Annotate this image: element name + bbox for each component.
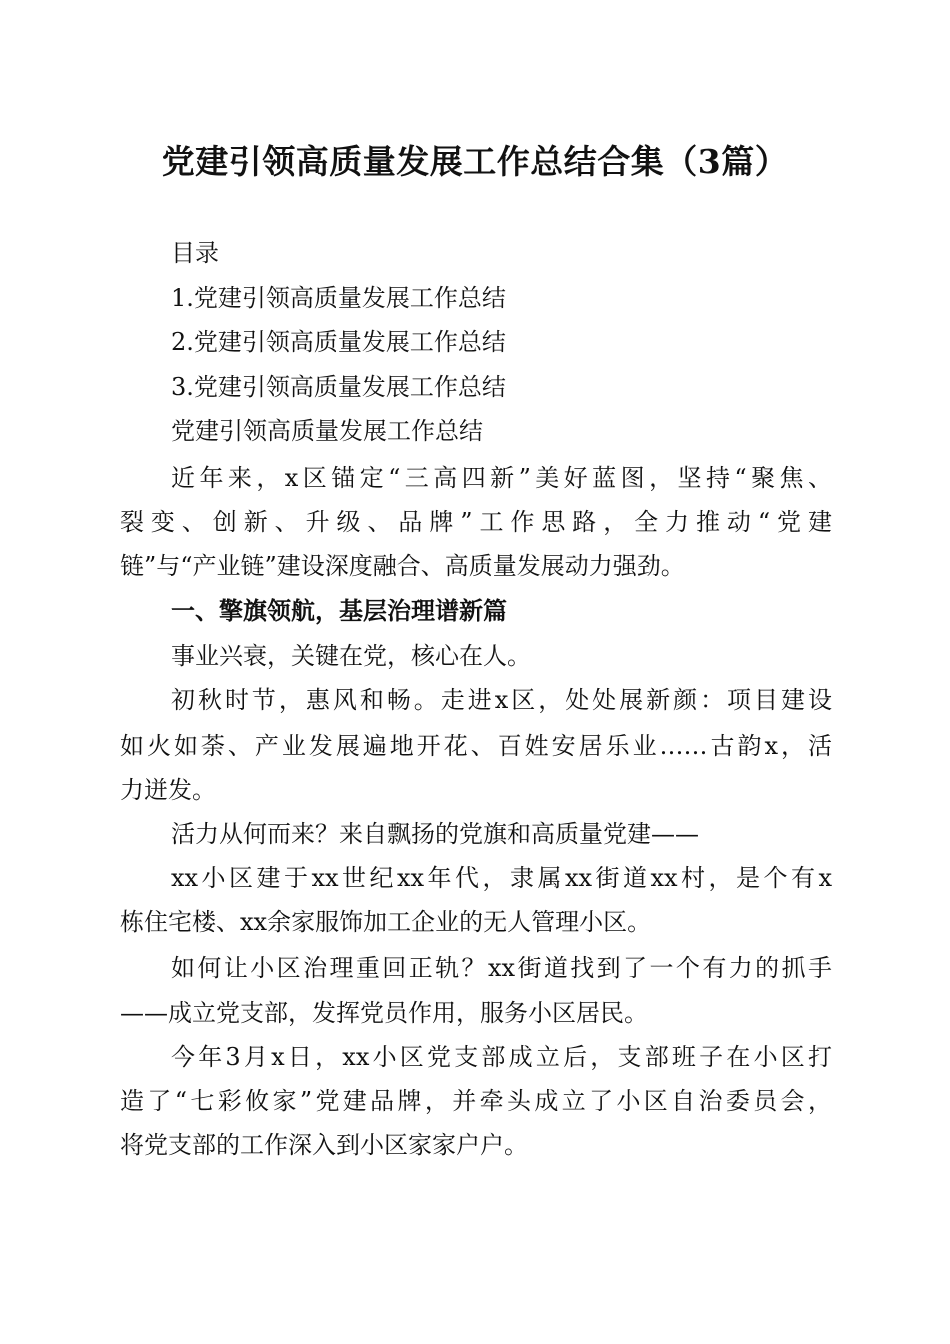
paragraph-6-line-3: 将党支部的工作深入到小区家家户户。: [120, 1131, 528, 1159]
paragraph-4-line-1: xx小区建于xx世纪xx年代，隶属xx街道xx村，是个有x: [171, 864, 832, 892]
paragraph-2-line-3: 力迸发。: [120, 776, 216, 804]
intro-line-3: 链”与“产业链”建设深度融合、高质量发展动力强劲。: [120, 552, 685, 580]
paragraph-2-line-1: 初秋时节，惠风和畅。走进x区，处处展新颜：项目建设: [171, 686, 832, 714]
document-title: 党建引领高质量发展工作总结合集（3篇）: [161, 142, 789, 181]
toc-item-3: 3.党建引领高质量发展工作总结: [171, 373, 506, 401]
toc-item-2: 2.党建引领高质量发展工作总结: [171, 328, 506, 356]
paragraph-5-line-2: ——成立党支部，发挥党员作用，服务小区居民。: [120, 999, 648, 1027]
article-title: 党建引领高质量发展工作总结: [171, 417, 483, 445]
paragraph-5-line-1: 如何让小区治理重回正轨？xx街道找到了一个有力的抓手: [171, 954, 832, 982]
paragraph-3: 活力从何而来？来自飘扬的党旗和高质量党建——: [171, 820, 699, 848]
paragraph-1: 事业兴衰，关键在党，核心在人。: [171, 642, 531, 670]
paragraph-6-line-1: 今年3月x日，xx小区党支部成立后，支部班子在小区打: [171, 1043, 832, 1071]
paragraph-6-line-2: 造了“七彩攸家”党建品牌，并牵头成立了小区自治委员会，: [120, 1087, 832, 1115]
toc-item-1: 1.党建引领高质量发展工作总结: [171, 284, 506, 312]
intro-line-1: 近年来，x区锚定“三高四新”美好蓝图，坚持“聚焦、: [171, 464, 832, 492]
toc-label: 目录: [171, 239, 219, 267]
paragraph-4-line-2: 栋住宅楼、xx余家服饰加工企业的无人管理小区。: [120, 908, 652, 936]
section-1-heading: 一、擎旗领航，基层治理谱新篇: [171, 597, 507, 625]
intro-line-2: 裂变、创新、升级、品牌”工作思路，全力推动“党建: [120, 508, 832, 536]
paragraph-2-line-2: 如火如荼、产业发展遍地开花、百姓安居乐业……古韵x，活: [120, 732, 832, 760]
